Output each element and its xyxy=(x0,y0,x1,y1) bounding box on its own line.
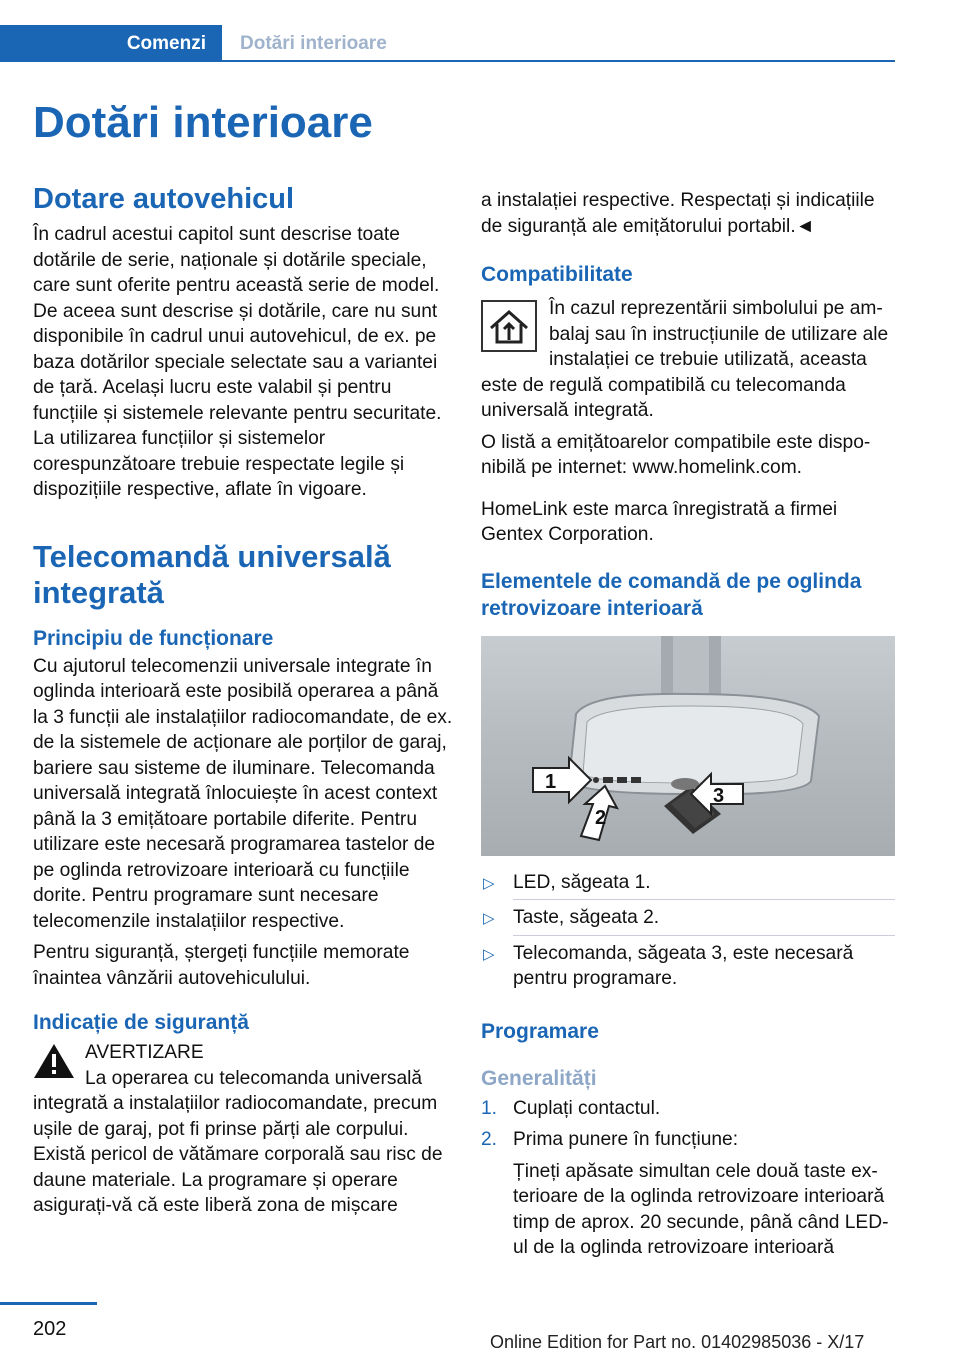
heading-dotare: Dotare autovehicul xyxy=(33,183,295,215)
homelink-house-icon xyxy=(481,300,537,352)
edition-note: Online Edition for Part no. 01402985036 - X/17 xyxy=(490,1332,865,1352)
para-siguranta-stergere: Pentru siguranță, ștergeți funcțiile memorate înaintea vânzării autovehiculului. xyxy=(33,942,410,989)
compat-block xyxy=(481,296,895,424)
step2-detail: Țineți apăsate simultan cele două taste exterioare de la oglinda retrovizoare interioară timp de aprox. 20 secunde, până când LED-ul de la oglinda retrovizoare interioară xyxy=(513,1160,889,1258)
page-title: Dotări interioare xyxy=(33,98,373,147)
compat-text: În cazul reprezentării simbolului pe ambalaj sau în instrucțiunile de utilizare ale instalației ce trebuie utilizată, aceasta este de regulă compatibilă cu telecomanda universală integrată. xyxy=(481,298,889,421)
para-dotare: În cadrul acestui capitol sunt descrise toate dotările de serie, naționale și dotările speciale, care sunt oferite pentru această serie de model. De aceea sunt descrise și dotările, care nu sunt disponibile în cadrul unui autovehicul, de ex. pe baza dotărilor speciale selectate sau a variantei de țară. Același lucru este valabil și pentru funcțiile și sistemele relevante pentru securitate. La utilizarea funcțiilor și sistemelor corespunzătoare trebuie respectate legile și dispozițiile respective, aflate în vigoare. xyxy=(33,224,442,500)
page-number: 202 xyxy=(33,1318,67,1340)
footer-rule xyxy=(0,1302,97,1305)
right-column xyxy=(481,188,895,1261)
warning-box xyxy=(33,1040,453,1219)
list-item: ▷ Taste, săgeata 2. xyxy=(481,905,895,936)
heading-compatibilitate: Compatibilitate xyxy=(481,263,633,286)
triangle-bullet-icon: ▷ xyxy=(483,945,495,963)
figure-label-3: 3 xyxy=(713,784,725,807)
compat-list-text: O listă a emițătoarelor compatibile este disponibilă pe internet: www.homelink.com. xyxy=(481,431,871,478)
steps-list xyxy=(481,1096,895,1153)
section-tab[interactable]: Dotări interioare xyxy=(240,33,387,54)
heading-indicatie: Indicație de siguranță xyxy=(33,1011,249,1034)
left-column xyxy=(33,182,453,1219)
triangle-bullet-icon: ▷ xyxy=(483,874,495,892)
warning-title: AVERTIZARE xyxy=(85,1042,204,1063)
figure-label-2: 2 xyxy=(595,806,607,829)
mirror-figure xyxy=(481,636,895,856)
triangle-bullet-icon: ▷ xyxy=(483,910,495,927)
warning-continued: a instalației respective. Respectați și indicațiile de siguranță ale emițătorului portabil.◄ xyxy=(481,190,875,237)
list-item: ▷ LED, săgeata 1. xyxy=(481,870,895,901)
chapter-tab[interactable] xyxy=(0,25,222,62)
heading-programare: Programare xyxy=(481,1019,599,1043)
list-item: 2. Prima punere în funcțiune: xyxy=(481,1129,739,1150)
figure-legend-list xyxy=(481,870,895,992)
warning-triangle-icon xyxy=(33,1042,75,1080)
heading-principiu: Principiu de funcționare xyxy=(33,626,274,650)
para-principiu: Cu ajutorul telecomenzii universale integrate în oglinda interioară este posibilă operarea a până la 3 funcții ale instalațiilor radiocomandate, de ex. de la sistemele de acționare ale porților de garaj, bariere sau sisteme de iluminare. Telecomanda universală integrată înlocuiește în acest context până la 3 emițătoare portabile diferite. Pentru utilizare este necesară programarea tastelor de pe oglinda retrovizoare interioară cu funcțiile dorite. Pentru programare sunt necesare telecomenzile instalațiilor respective. xyxy=(33,655,453,932)
heading-elemente: Elementele de comandă de pe oglinda retrovizoare interioară xyxy=(481,569,862,620)
heading-telecomanda: Telecomandă universală integrată xyxy=(33,538,391,610)
figure-label-1: 1 xyxy=(545,770,557,793)
header-rule xyxy=(0,60,895,62)
heading-generalitati: Generalități xyxy=(481,1066,597,1090)
warning-text: La operarea cu telecomanda universală integrată a instalațiilor radiocomandate, precum ușile de garaj, pot fi prinse părți ale corpului. Există pericol de vătămare corporală sau risc de daune materiale. La programare și operare asigurați-vă că este liberă zona de mișcare xyxy=(33,1067,443,1216)
chapter-label: Comenzi xyxy=(126,33,206,54)
homelink-trademark: HomeLink este marca înregistrată a firmei Gentex Corporation. xyxy=(481,498,838,545)
list-item: ▷ Telecomanda, săgeata 3, este necesară pentru programare. xyxy=(483,942,854,989)
list-item: 1. Cuplați contactul. xyxy=(481,1097,661,1119)
